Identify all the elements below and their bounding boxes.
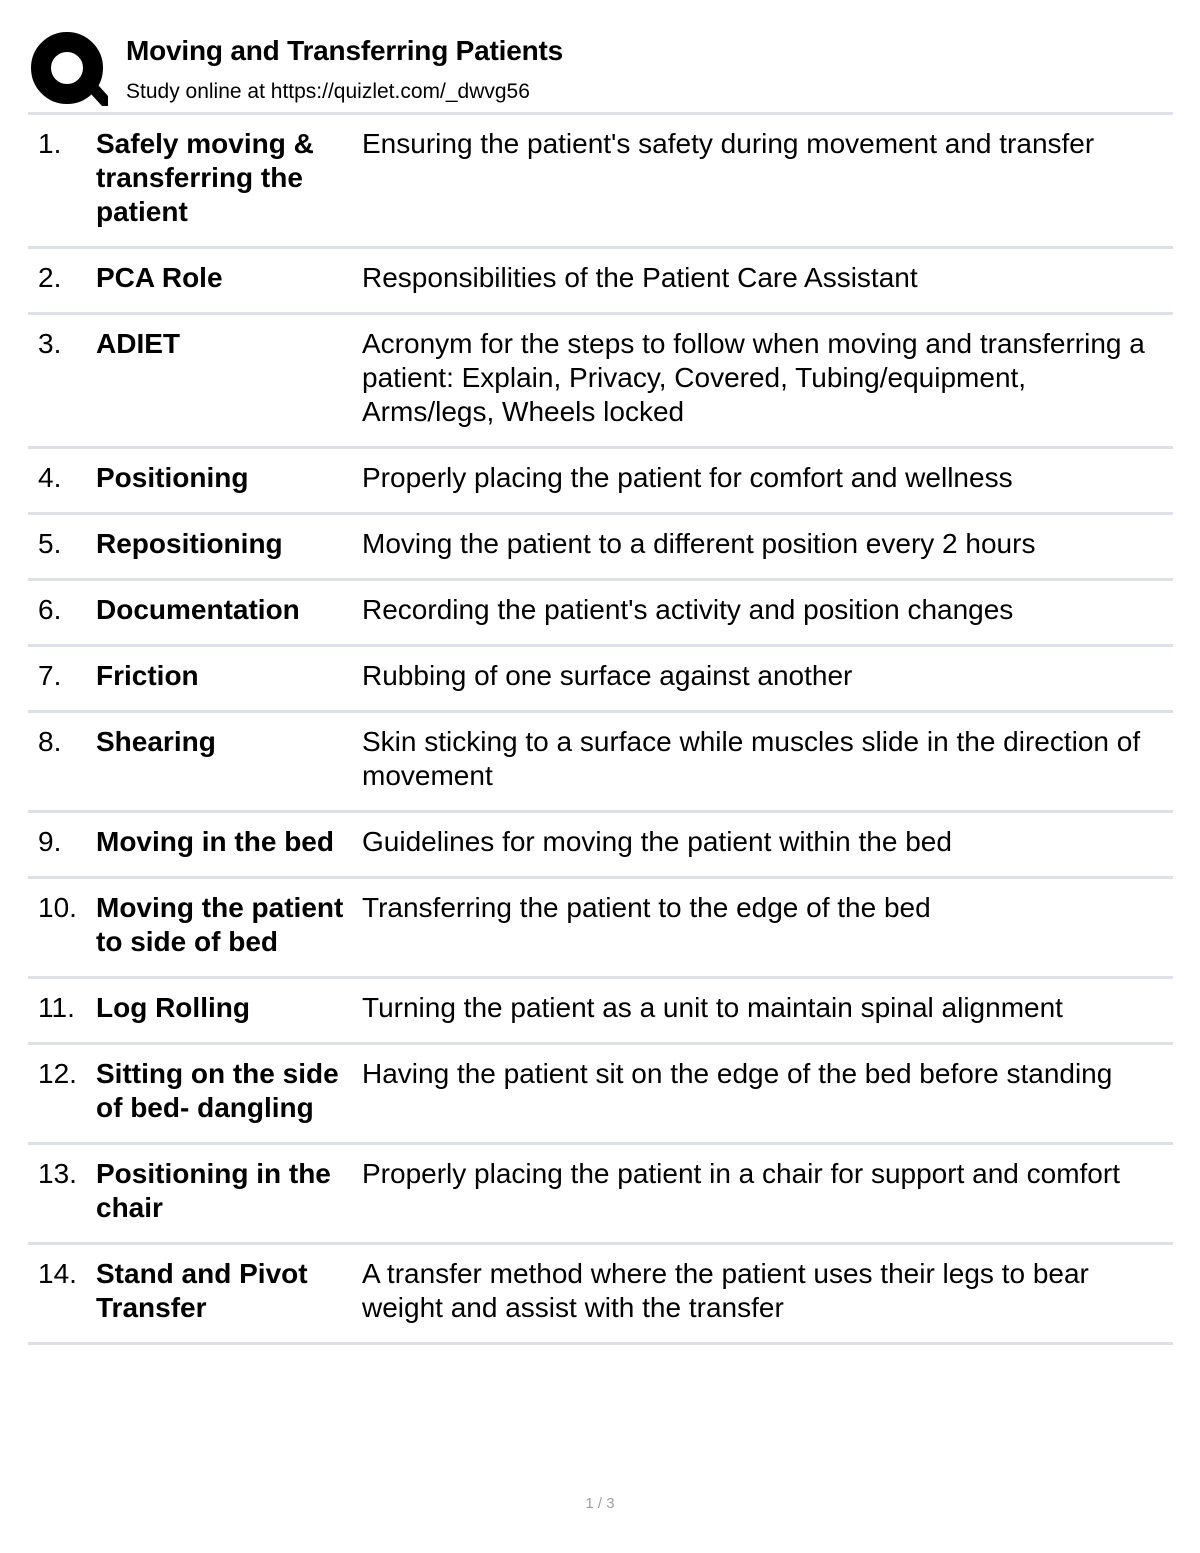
card-term: Documentation bbox=[96, 594, 300, 625]
card-definition: Acronym for the steps to follow when moving and transferring a patient: Explain, Privacy, Covered, Tubing/equipment, Arms/legs, Wheels locked bbox=[362, 328, 1145, 427]
card-definition: Guidelines for moving the patient within the bed bbox=[362, 826, 952, 857]
flashcard-row bbox=[28, 1245, 1173, 1345]
card-number: 12. bbox=[38, 1058, 77, 1089]
card-definition: Turning the patient as a unit to maintain spinal alignment bbox=[362, 992, 1063, 1023]
flashcard-row bbox=[28, 1045, 1173, 1145]
flashcard-row bbox=[28, 713, 1173, 813]
card-term: Moving the patient to side of bed bbox=[96, 892, 344, 957]
card-term: Stand and Pivot Transfer bbox=[96, 1258, 308, 1323]
flashcard-row bbox=[28, 813, 1173, 879]
card-definition: A transfer method where the patient uses their legs to bear weight and assist with the transfer bbox=[362, 1258, 1089, 1323]
card-number: 10. bbox=[38, 892, 77, 923]
quizlet-q-logo-icon bbox=[30, 30, 108, 108]
card-number: 11. bbox=[38, 992, 75, 1023]
page-title: Moving and Transferring Patients bbox=[126, 35, 564, 66]
card-number: 8. bbox=[38, 726, 62, 757]
card-number: 2. bbox=[38, 262, 62, 293]
card-number: 13. bbox=[38, 1158, 77, 1189]
card-term: Moving in the bed bbox=[96, 826, 334, 857]
card-term: Repositioning bbox=[96, 528, 283, 559]
flashcard-row bbox=[28, 315, 1173, 449]
card-term: Positioning in the chair bbox=[96, 1158, 331, 1223]
flashcard-row bbox=[28, 449, 1173, 515]
card-definition: Properly placing the patient in a chair for support and comfort bbox=[362, 1158, 1120, 1189]
study-online-link[interactable]: Study online at https://quizlet.com/_dwvg56 bbox=[126, 80, 530, 103]
card-number: 4. bbox=[38, 462, 62, 493]
card-definition: Moving the patient to a different position every 2 hours bbox=[362, 528, 1036, 559]
card-term: Log Rolling bbox=[96, 992, 250, 1023]
card-definition: Recording the patient's activity and position changes bbox=[362, 594, 1014, 625]
flashcard-row bbox=[28, 1145, 1173, 1245]
card-number: 9. bbox=[38, 826, 62, 857]
page-indicator: 1 / 3 bbox=[585, 1495, 615, 1512]
card-term: Positioning bbox=[96, 462, 249, 493]
flashcard-row bbox=[28, 581, 1173, 647]
card-definition: Ensuring the patient's safety during movement and transfer bbox=[362, 128, 1095, 159]
card-term: Friction bbox=[96, 660, 199, 691]
card-term: ADIET bbox=[96, 328, 180, 359]
card-term: Safely moving & transferring the patient bbox=[96, 128, 314, 227]
card-definition: Having the patient sit on the edge of the bed before standing bbox=[362, 1058, 1113, 1089]
card-term: Sitting on the side of bed- dangling bbox=[96, 1058, 339, 1123]
card-number: 5. bbox=[38, 528, 62, 559]
flashcard-row bbox=[28, 115, 1173, 249]
card-definition: Rubbing of one surface against another bbox=[362, 660, 853, 691]
card-term: PCA Role bbox=[96, 262, 223, 293]
flashcard-list bbox=[28, 115, 1173, 1345]
header bbox=[28, 28, 1173, 112]
card-definition: Responsibilities of the Patient Care Assistant bbox=[362, 262, 918, 293]
flashcard-row bbox=[28, 879, 1173, 979]
card-definition: Skin sticking to a surface while muscles slide in the direction of movement bbox=[362, 726, 1141, 791]
flashcard-row bbox=[28, 647, 1173, 713]
card-definition: Transferring the patient to the edge of the bed bbox=[362, 892, 931, 923]
flashcard-row bbox=[28, 515, 1173, 581]
card-number: 7. bbox=[38, 660, 62, 691]
document-page bbox=[28, 28, 1173, 1323]
card-number: 1. bbox=[38, 128, 62, 159]
card-term: Shearing bbox=[96, 726, 216, 757]
card-definition: Properly placing the patient for comfort and wellness bbox=[362, 462, 1013, 493]
card-number: 6. bbox=[38, 594, 62, 625]
flashcard-row bbox=[28, 979, 1173, 1045]
flashcard-row bbox=[28, 249, 1173, 315]
card-number: 3. bbox=[38, 328, 62, 359]
card-number: 14. bbox=[38, 1258, 77, 1289]
